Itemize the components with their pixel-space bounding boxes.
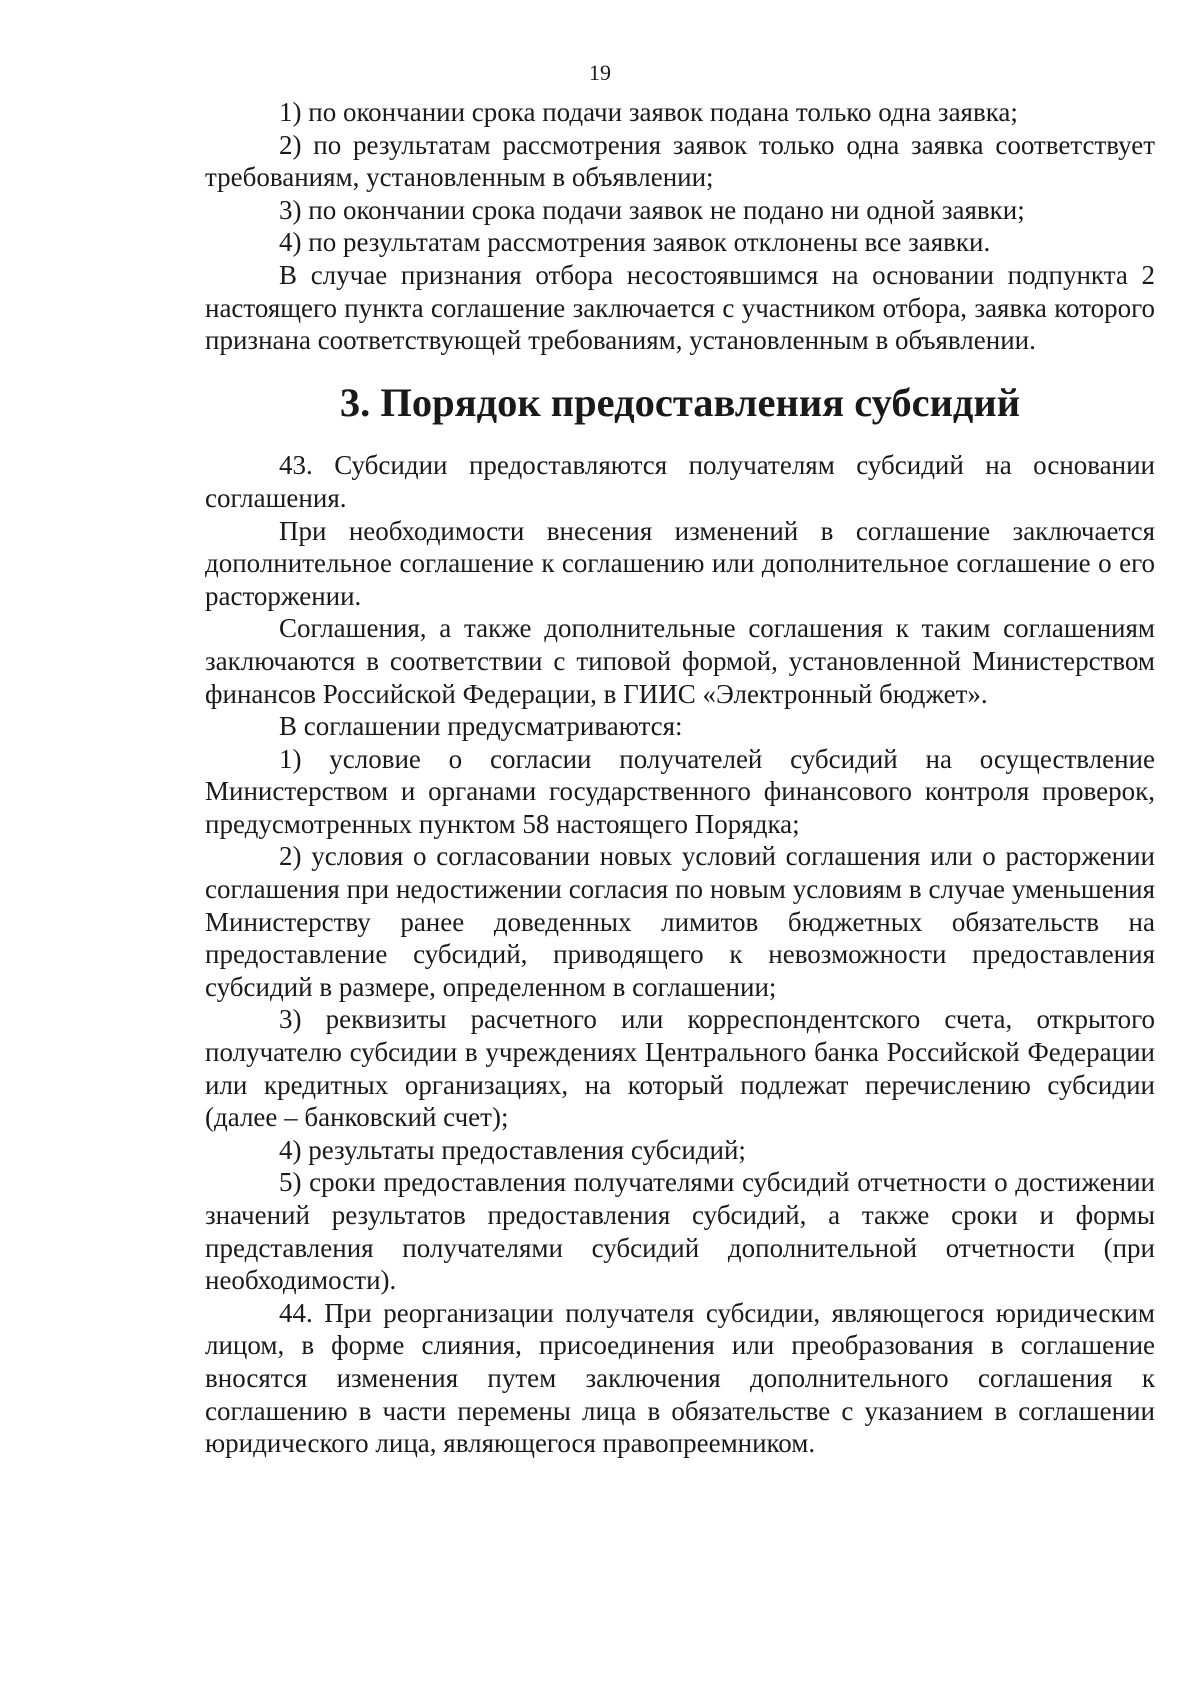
paragraph: В соглашении предусматриваются: bbox=[279, 711, 683, 742]
paragraph: 2) условия о согласовании новых условий соглашения или о расторжении соглашения при недостижении согласия по новым условиям в случае уменьшения Министерству ранее доведенных лимитов бюджетных обязательств на предоставление субсидий, приводящего к невозможности предоставления субсидий в размере, определенном в соглашении; bbox=[205, 841, 1155, 1002]
paragraph: 4) результаты предоставления субсидий; bbox=[279, 1134, 746, 1165]
paragraph: 3) реквизиты расчетного или корреспондентского счета, открытого получателю субсидии в учреждениях Центрального банка Российской Федерации или кредитных организациях, на который подлежат перечислению субсидии (далее – банковский счет); bbox=[205, 1004, 1155, 1133]
paragraph: 5) сроки предоставления получателями субсидий отчетности о достижении значений результатов предоставления субсидий, а также сроки и формы представления получателями субсидий дополнительной отчетности (при необходимости). bbox=[205, 1167, 1155, 1296]
paragraph: В случае признания отбора несостоявшимся на основании подпункта 2 настоящего пункта соглашение заключается с участником отбора, заявка которого признана соответствующей требованиям, установленным в объявлении. bbox=[205, 259, 1155, 356]
paragraph: 1) по окончании срока подачи заявок подана только одна заявка; bbox=[279, 97, 1018, 127]
paragraph: Соглашения, а также дополнительные соглашения к таким соглашениям заключаются в соответствии с типовой формой, установленной Министерством финансов Российской Федерации, в ГИИС «Электронный бюджет». bbox=[205, 613, 1155, 709]
paragraph: 43. Субсидии предоставляются получателям субсидий на основании соглашения. bbox=[205, 450, 1155, 513]
paragraph: 2) по результатам рассмотрения заявок только одна заявка соответствует требованиям, установленным в объявлении; bbox=[205, 129, 1155, 193]
paragraph: 4) по результатам рассмотрения заявок отклонены все заявки. bbox=[279, 227, 991, 258]
section-heading: 3. Порядок предоставления субсидий bbox=[339, 379, 1021, 425]
paragraph: 1) условие о согласии получателей субсидий на осуществление Министерством и органами государственного финансового контроля проверок, предусмотренных пунктом 58 настоящего Порядка; bbox=[205, 743, 1155, 839]
document-body bbox=[205, 96, 1155, 1460]
page-number: 19 bbox=[589, 60, 611, 85]
paragraph: 44. При реорганизации получателя субсидии, являющегося юридическим лицом, в форме слияния, присоединения или преобразования в соглашение вносятся изменения путем заключения дополнительного соглашения к соглашению в части перемены лица в обязательстве с указанием в соглашении юридического лица, являющегося правопреемником. bbox=[205, 1297, 1155, 1459]
paragraph: При необходимости внесения изменений в соглашение заключается дополнительное соглашение к соглашению или дополнительное соглашение о его расторжении. bbox=[205, 515, 1155, 611]
paragraph: 3) по окончании срока подачи заявок не подано ни одной заявки; bbox=[279, 194, 1025, 225]
